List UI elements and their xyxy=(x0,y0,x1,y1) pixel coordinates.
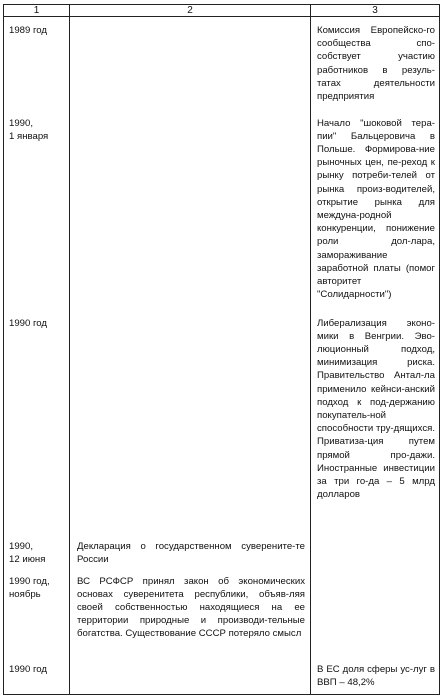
note-cell xyxy=(311,17,440,110)
date-text: 1990 год xyxy=(9,663,48,675)
table-row xyxy=(4,17,440,110)
column-header-2: 2 xyxy=(70,5,311,17)
note-cell xyxy=(311,533,440,568)
date-cell xyxy=(4,310,70,533)
date-text: 1990 год xyxy=(9,317,48,329)
date-cell xyxy=(4,568,70,656)
header-row xyxy=(4,5,440,17)
event-cell xyxy=(70,110,311,310)
note-cell xyxy=(311,568,440,656)
date-cell xyxy=(4,533,70,568)
note-cell xyxy=(311,656,440,695)
note-text: Начало "шоковой тера-пии" Бальцеровича в Польше. Формирова-ние рыночных цен, пе-реход к рынку потреби-телей от рынка произ-водителей, открытие рынка для междуна-родной конкуренции, понижение роли дол-лара, замораживание заработной платы (помог авторитет "Солидарности") xyxy=(317,117,435,301)
table-row xyxy=(4,533,440,568)
note-text: В ЕС доля сферы ус-луг в ВВП – 48,2% xyxy=(317,663,435,688)
date-cell xyxy=(4,110,70,310)
table-row xyxy=(4,568,440,656)
event-cell xyxy=(70,17,311,110)
date-text: 1990, 12 июня xyxy=(9,540,46,565)
event-cell xyxy=(70,656,311,695)
table-row xyxy=(4,656,440,695)
column-header-1: 1 xyxy=(4,5,70,17)
note-text: Либерализация эконо-мики в Венгрии. Эво-люционный подход, минимизация риска. Правительство Антал-ла применило кейнси-анский подход к под-держанию покупатель-ной способности тру-дящихся. Приватиза-ция путем прямой про-дажи. Иностранные инвестиции за три го-да – 5 млрд долларов xyxy=(317,317,435,501)
event-cell xyxy=(70,568,311,656)
date-cell xyxy=(4,17,70,110)
date-text: 1990, 1 января xyxy=(9,117,49,142)
note-cell xyxy=(311,310,440,533)
date-cell xyxy=(4,656,70,695)
event-cell xyxy=(70,310,311,533)
event-text: Декларация о государственном суверените-те России xyxy=(77,540,305,565)
date-text: 1990 год, ноябрь xyxy=(9,575,50,600)
date-text: 1989 год xyxy=(9,25,48,36)
table-row xyxy=(4,110,440,310)
column-header-3: 3 xyxy=(311,5,440,17)
note-text: Комиссия Европейско-го сообщества спо-собствует участию работников в резуль-татах деятельности предприятия xyxy=(317,25,435,103)
event-cell xyxy=(70,533,311,568)
chronology-table xyxy=(3,4,440,695)
event-text: ВС РСФСР принял закон об экономических основах суверенитета республики, объяв-ляя своей собственностью находящиеся на ее территории природные и производи-тельные богатства. Существование СССР потеряло смысл xyxy=(77,575,305,640)
note-cell xyxy=(311,110,440,310)
table-row xyxy=(4,310,440,533)
